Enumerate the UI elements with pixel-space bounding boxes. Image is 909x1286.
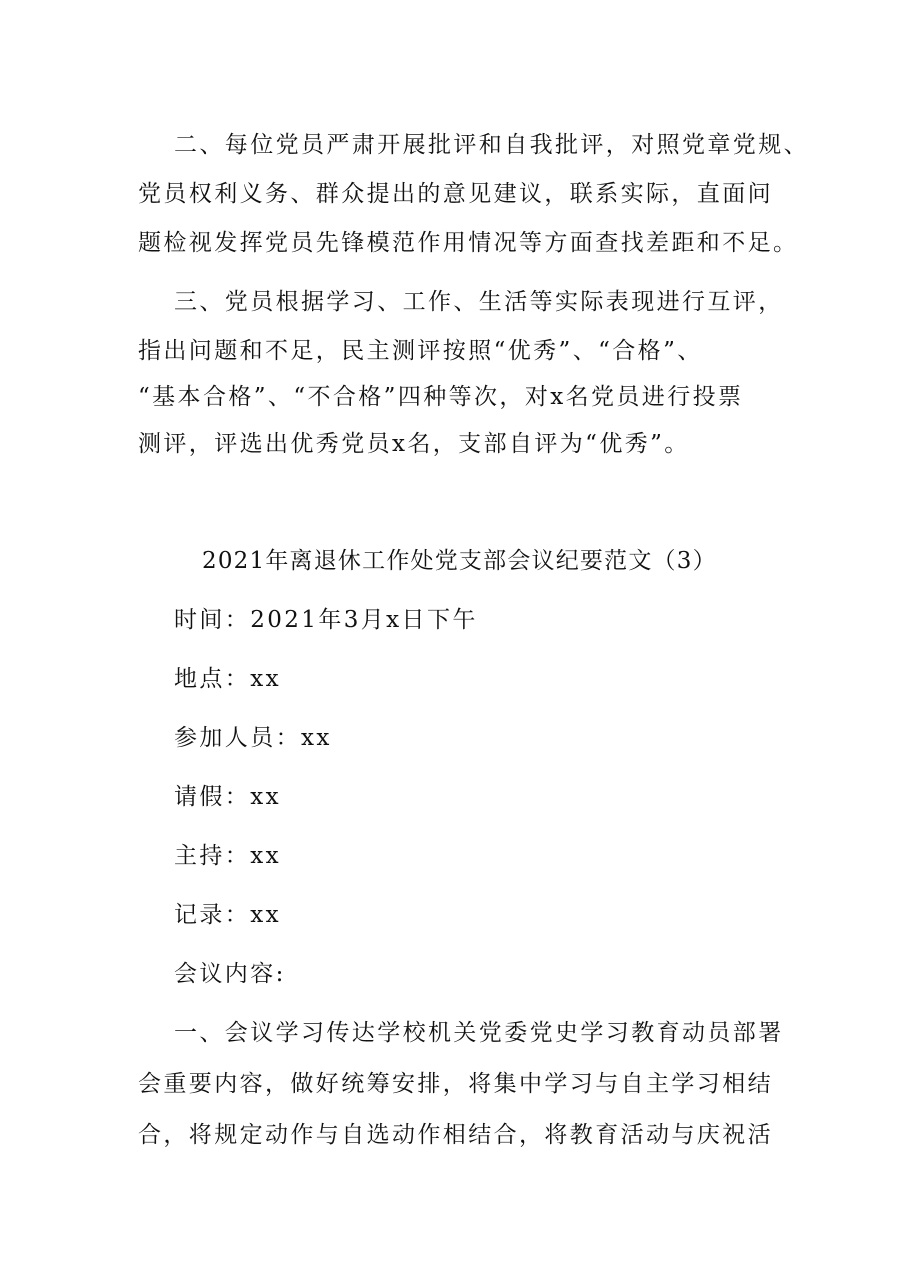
meeting-attendees: 参加人员：xx [174,725,332,751]
section-three-line-4: 测评，评选出优秀党员x名，支部自评为“优秀”。 [138,431,690,457]
meeting-recorder: 记录：xx [174,902,281,928]
meeting-content-label: 会议内容: [174,961,286,987]
item-one-line-2: 会重要内容，做好统筹安排，将集中学习与自主学习相结 [138,1071,773,1097]
meeting-leave: 请假：xx [174,784,281,810]
section-two-line-1: 二、每位党员严肃开展批评和自我批评，对照党章党规、 [174,132,809,158]
meeting-place: 地点：xx [174,666,281,692]
meeting-host: 主持：xx [174,843,281,869]
document-title: 2021年离退休工作处党支部会议纪要范文（3） [202,548,717,574]
section-three-line-3: “基本合格”、“不合格”四种等次，对x名党员进行投票 [138,384,744,410]
item-one-line-3: 合，将规定动作与自选动作相结合，将教育活动与庆祝活 [138,1122,773,1148]
meeting-time: 时间：2021年3月x日下午 [174,607,478,633]
section-two-line-2: 党员权利义务、群众提出的意见建议，联系实际，直面问 [138,181,773,207]
section-three-line-2: 指出问题和不足，民主测评按照“优秀”、“合格”、 [138,338,703,364]
section-two-line-3: 题检视发挥党员先锋模范作用情况等方面查找差距和不足。 [138,230,799,256]
section-three-line-1: 三、党员根据学习、工作、生活等实际表现进行互评， [174,289,784,315]
item-one-line-1: 一、会议学习传达学校机关党委党史学习教育动员部署 [174,1020,784,1046]
